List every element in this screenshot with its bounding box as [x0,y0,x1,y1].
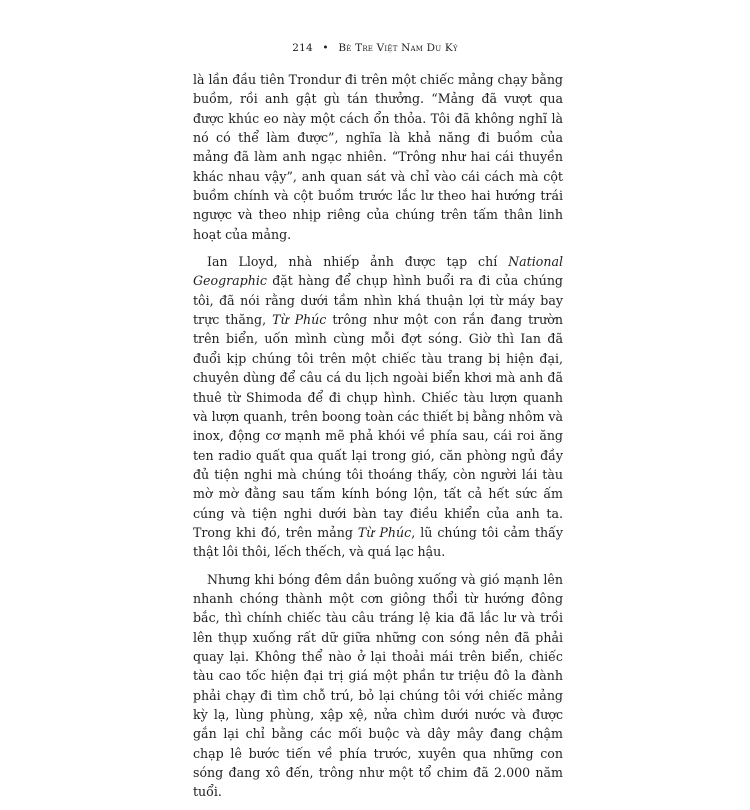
paragraph-1 [193,70,563,244]
raft-name: Từ Phúc [272,312,327,328]
paragraph-1-text: là lần đầu tiên Trondur đi trên một chiếc mảng chạy bằng buồm, rồi anh gật gù tán thưởng. “Mảng đã vượt qua được khúc eo này một cách ổn thỏa. Tôi đã không nghĩ là nó có thể làm được”, nghĩa là khả năng đi buồm của mảng đã làm anh ngạc nhiên. “Trông như hai cái thuyền khác nhau vậy”, anh quan sát và chỉ vào cái cách mà cột buồm chính và cột buồm trước lắc lư theo hai hướng trái ngược và theo nhịp riêng của chúng trên tấm thân linh hoạt của mảng. [193,72,563,242]
body-text [193,70,563,810]
paragraph-2-text-c: trông như một con rắn đang trườn trên biển, uốn mình cùng mỗi đợt sóng. Giờ thì Ian đã đuổi kịp chúng tôi trên một chiếc tàu trang bị hiện đại, chuyên dùng để câu cá du lịch ngoài biển khơi mà anh đã thuê từ Shimoda để đi chụp hình. Chiếc tàu lượn quanh và lượn quanh, trên boong toàn các thiết bị bằng nhôm và inox, động cơ mạnh mẽ phả khói về phía sau, cái roi ăng ten radio quất qua quất lại trong gió, căn phòng ngủ đầy đủ tiện nghi mà chúng tôi thoáng thấy, còn người lái tàu mờ mờ đằng sau tấm kính bóng lộn, tất cả hết sức ấm cúng và tiện nghi dưới bàn tay điều khiển của anh ta. Trong khi đó, trên mảng [193,312,563,540]
paragraph-2-text-b: đặt hàng để chụp hình buổi ra đi của chúng tôi, đã nói rằng dưới tầm nhìn khá thuận lợi từ máy bay trực thăng, [193,273,563,328]
magazine-title: National Geographic [193,254,563,289]
paragraph-2-text-d: , lũ chúng tôi cảm thấy thật lôi thôi, lếch thếch, và quá lạc hậu. [193,524,563,560]
page-number: 214 [292,42,313,54]
book-title: Bè Tre Việt Nam Du Ký [338,42,458,54]
paragraph-3-text: Nhưng khi bóng đêm dần buông xuống và gió mạnh lên nhanh chóng thành một cơn giông thổi từ hướng đông bắc, thì chính chiếc tàu câu tráng lệ kia đã lắc lư và trồi lên thụp xuống rất dữ giữa những con sóng nên đã phải quay lại. Không thể nào ở lại thoải mái trên biển, chiếc tàu cao tốc hiện đại trị giá một phần tư triệu đô la đành phải chạy đi tìm chỗ trú, bỏ lại chúng tôi với chiếc mảng kỳ lạ, lùng phùng, xập xệ, nửa chìm dưới nước và được gắn lại chỉ bằng các mối buộc và dây mây đang chậm chạp lê bước tiến về phía trước, xuyên qua những con sóng đang xô đến, trông như một tổ chim đã 2.000 năm tuổi. [193,571,563,800]
header-separator: • [322,42,329,54]
paragraph-2 [193,252,563,562]
raft-name: Từ Phúc [357,524,412,540]
paragraph-3 [193,570,563,802]
paragraph-2-text-a: Ian Lloyd, nhà nhiếp ảnh được tạp chí [207,254,509,270]
running-head [0,42,750,54]
